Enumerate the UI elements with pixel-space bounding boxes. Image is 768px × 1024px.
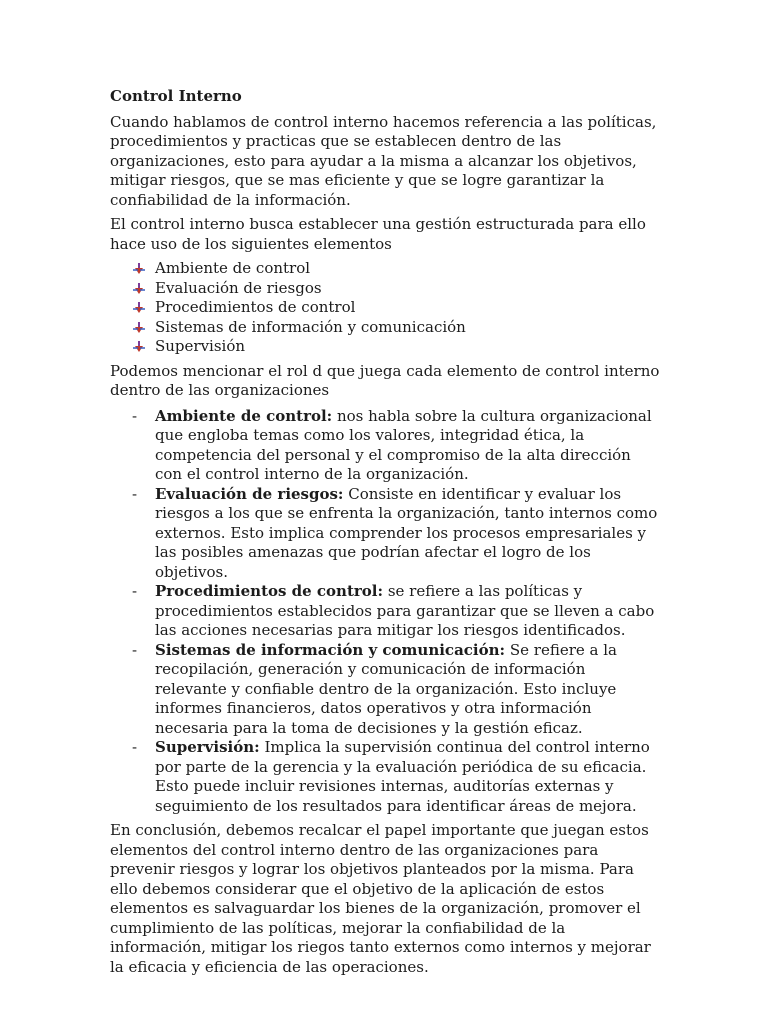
dash-marker: - [132,406,138,425]
role-term: Ambiente de control: [155,406,333,425]
list-item [110,582,660,641]
role-description: Se refiere a la recopilación, generación y comunicación de información relevante y confiable dentro de la organización. Esto incluye informes financieros, datos operativos y otra información necesaria para la toma de decisiones y la gestión eficaz. [155,640,617,737]
dash-marker: - [132,640,138,659]
document-title: Control Interno [110,87,242,105]
list-item [110,738,660,816]
arrow-bullet-icon [132,341,146,353]
list-item [110,641,660,739]
intro-paragraph: Cuando hablamos de control interno hacemos referencia a las políticas, procedimientos y practicas que se establecen dentro de las organizaciones, esto para ayudar a la misma a alcanzar los objetivos, mitigar riesgos, que se mas eficiente y que se logre garantizar la confiabilidad de la información. [110,112,657,209]
element-label: Supervisión [155,337,246,355]
dash-marker: - [132,582,138,600]
list-item [110,279,660,299]
role-description: nos habla sobre la cultura organizacional que engloba temas como los valores, integridad ética, la competencia del personal y el compromiso de la alta dirección con el control interno de la organización. [155,406,652,483]
roles-intro-paragraph: Podemos mencionar el rol d que juega cada elemento de control interno dentro de las organizaciones [110,361,660,399]
list-item [110,485,660,583]
list-item [110,259,660,279]
arrow-bullet-icon [132,263,146,275]
element-label: Procedimientos de control [155,298,356,316]
conclusion-paragraph: En conclusión, debemos recalcar el papel importante que juegan estos elementos del control interno dentro de las organizaciones para prevenir riesgos y lograr los objetivos planteados por la misma. Para ello debemos considerar que el objetivo de la aplicación de estos elementos es salvaguardar los bienes de la organización, promover el cumplimiento de las políticas, mejorar la confiabilidad de la información, mitigar los riegos tanto externos como internos y mejorar la eficacia y eficiencia de las operaciones. [110,821,651,976]
role-term: Supervisión: [155,738,260,756]
list-item [110,407,660,485]
element-label: Sistemas de información y comunicación [155,317,466,336]
role-description: Consiste en identificar y evaluar los riesgos a los que se enfrenta la organización, tanto internos como externos. Esto implica comprender los procesos empresariales y las posibles amenazas que podrían afectar el logro de los objetivos. [155,484,658,581]
roles-list [110,407,660,817]
list-item [110,298,660,318]
list-item [110,318,660,338]
arrow-bullet-icon [132,283,146,295]
role-description: Implica la supervisión continua del control interno por parte de la gerencia y la evaluación periódica de su eficacia. Esto puede incluir revisiones internas, auditorías externas y seguimiento de los resultados para identificar áreas de mejora. [155,738,650,815]
dash-marker: - [132,484,138,503]
role-description: se refiere a las políticas y procedimientos establecidos para garantizar que se lleven a cabo las acciones necesarias para mitigar los riesgos identificados. [155,582,655,639]
document-body [110,87,660,982]
elements-list [110,259,660,357]
role-term: Evaluación de riesgos: [155,484,344,503]
role-term: Procedimientos de control: [155,582,384,600]
role-term: Sistemas de información y comunicación: [155,640,506,659]
elements-intro-paragraph: El control interno busca establecer una gestión estructurada para ello hace uso de los siguientes elementos [110,215,646,253]
dash-marker: - [132,738,138,756]
arrow-bullet-icon [132,302,146,314]
list-item [110,337,660,357]
arrow-bullet-icon [132,322,146,334]
element-label: Ambiente de control [155,259,311,277]
element-label: Evaluación de riesgos [155,278,322,297]
